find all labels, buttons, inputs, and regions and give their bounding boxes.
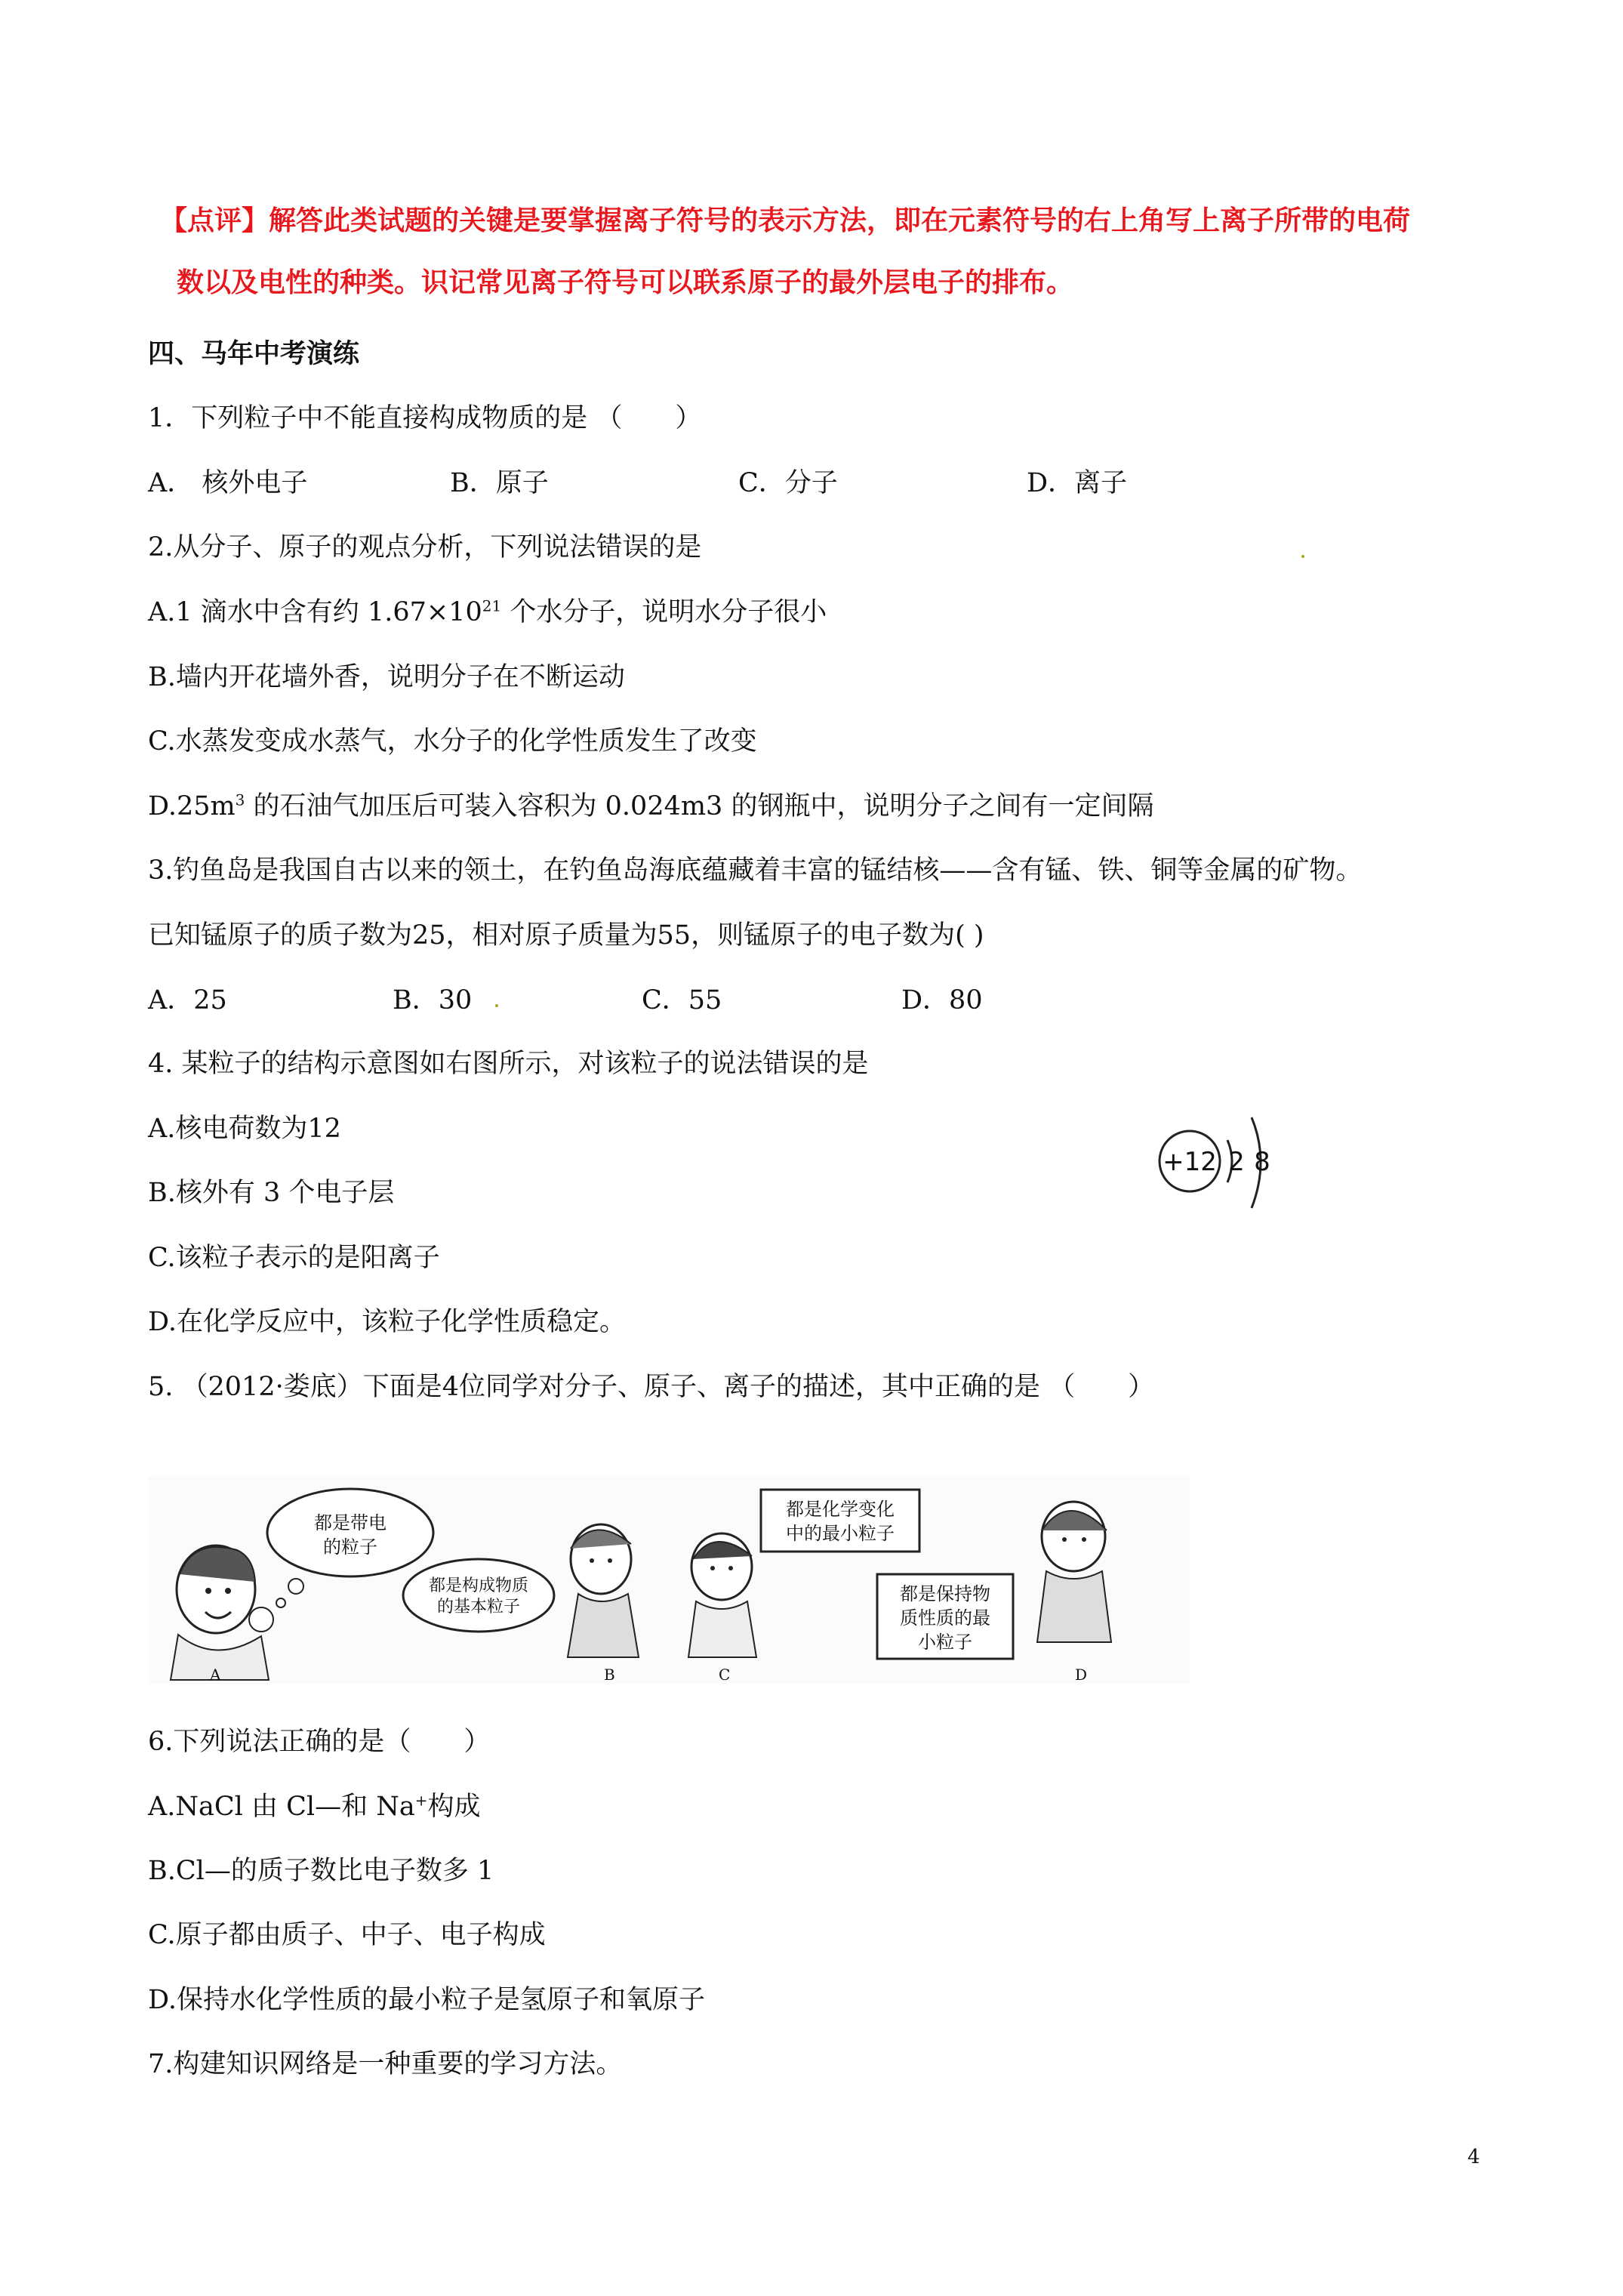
q2-option-a: A.1 滴水中含有约 $1.67\times 10^{21}$ 个水分子，说明水分子很小 <box>148 596 827 627</box>
q3-line-2: 已知锰原子的质子数为25，相对原子质量为55，则锰原子的电子数为( ) <box>148 920 984 951</box>
cartoon-label-b: B <box>604 1666 615 1684</box>
q3-line-1: 3.钓鱼岛是我国自古以来的领土，在钓鱼岛海底蕴藏着丰富的锰结核——含有锰、铁、铜等金属的矿物。 <box>148 855 1363 886</box>
speck <box>495 1004 498 1007</box>
q2-stem: 2.从分子、原子的观点分析，下列说法错误的是 <box>148 532 702 562</box>
q1-option-d: D．离子 <box>1027 468 1128 498</box>
comment-line-2: 数以及电性的种类。识记常见离子符号可以联系原子的最外层电子的排布。 <box>177 267 1074 298</box>
q4-stem: 4. 某粒子的结构示意图如右图所示，对该粒子的说法错误的是 <box>148 1049 869 1079</box>
q2-option-c: C.水蒸发变成水蒸气，水分子的化学性质发生了改变 <box>148 726 757 757</box>
cartoon-label-d: D <box>1075 1666 1088 1684</box>
q3-option-a: A．25 <box>148 985 227 1015</box>
q1-option-a: A． 核外电子 <box>148 468 308 498</box>
q3-option-b: B．30 <box>393 985 473 1015</box>
q2-option-b: B.墙内开花墙外香，说明分子在不断运动 <box>148 662 625 692</box>
svg-text:的基本粒子: 的基本粒子 <box>436 1598 521 1616</box>
section-title: 四、马年中考演练 <box>148 339 360 369</box>
q6-option-b: B.Cl—的质子数比电子数多 1 <box>148 1856 494 1886</box>
svg-text:小粒子: 小粒子 <box>918 1632 972 1653</box>
student-d-figure <box>1037 1502 1111 1642</box>
svg-text:中的最小粒子: 中的最小粒子 <box>786 1523 895 1544</box>
svg-text:质性质的最: 质性质的最 <box>900 1607 990 1629</box>
speech-bubble-b <box>403 1559 554 1632</box>
q4-option-c: C.该粒子表示的是阳离子 <box>148 1243 440 1273</box>
q6-stem: 6.下列说法正确的是（ ） <box>148 1727 491 1757</box>
svg-text:都是构成物质: 都是构成物质 <box>428 1576 529 1595</box>
q1-stem: 1．下列粒子中不能直接构成物质的是 （ ） <box>148 403 702 433</box>
svg-text:都是化学变化: 都是化学变化 <box>786 1499 895 1520</box>
cartoon-label-c: C <box>719 1666 731 1684</box>
q6-option-d: D.保持水化学性质的最小粒子是氢原子和氧原子 <box>148 1985 705 2015</box>
q3-option-d: D．80 <box>901 985 983 1015</box>
q4-option-a: A.核电荷数为12 <box>148 1114 341 1144</box>
speech-bubble-d <box>877 1574 1013 1659</box>
q1-option-c: C．分子 <box>738 468 838 498</box>
q4-option-b: B.核外有 3 个电子层 <box>148 1178 395 1208</box>
q6-option-c: C.原子都由质子、中子、电子构成 <box>148 1920 546 1950</box>
svg-text:的粒子: 的粒子 <box>323 1536 377 1558</box>
q3-option-c: C．55 <box>642 985 722 1015</box>
q5-stem: 5. （2012·娄底）下面是4位同学对分子、原子、离子的描述，其中正确的是 （ ） <box>148 1372 1155 1402</box>
page-number: 4 <box>1467 2146 1480 2168</box>
q4-option-d: D.在化学反应中，该粒子化学性质稳定。 <box>148 1307 626 1337</box>
speech-bubble-c <box>761 1490 919 1552</box>
q7-stem: 7.构建知识网络是一种重要的学习方法。 <box>148 2049 623 2079</box>
comment-line-1: 【点评】解答此类试题的关键是要掌握离子符号的表示方法，即在元素符号的右上角写上离子所带的电荷 <box>160 205 1411 236</box>
shell-2-electrons: 8 <box>1254 1147 1270 1177</box>
shell-1-electrons: 2 <box>1228 1147 1245 1177</box>
speck <box>1301 555 1304 558</box>
svg-text:都是带电: 都是带电 <box>314 1512 387 1533</box>
q1-option-b: B．原子 <box>450 468 549 498</box>
svg-text:都是保持物: 都是保持物 <box>900 1583 990 1604</box>
atomic-structure-diagram <box>1147 1096 1283 1232</box>
q2-option-d: $D.25m^3$ 的石油气加压后可装入容积为 0.024m3 的钢瓶中，说明分子之间有一定间隔 <box>148 791 1154 821</box>
q6-option-a: A.NaCl 由 Cl—和 Na+构成 <box>148 1791 481 1822</box>
students-cartoon-illustration <box>148 1476 1190 1684</box>
nucleus-charge: +12 <box>1163 1147 1217 1177</box>
cartoon-label-a: A <box>210 1666 221 1684</box>
